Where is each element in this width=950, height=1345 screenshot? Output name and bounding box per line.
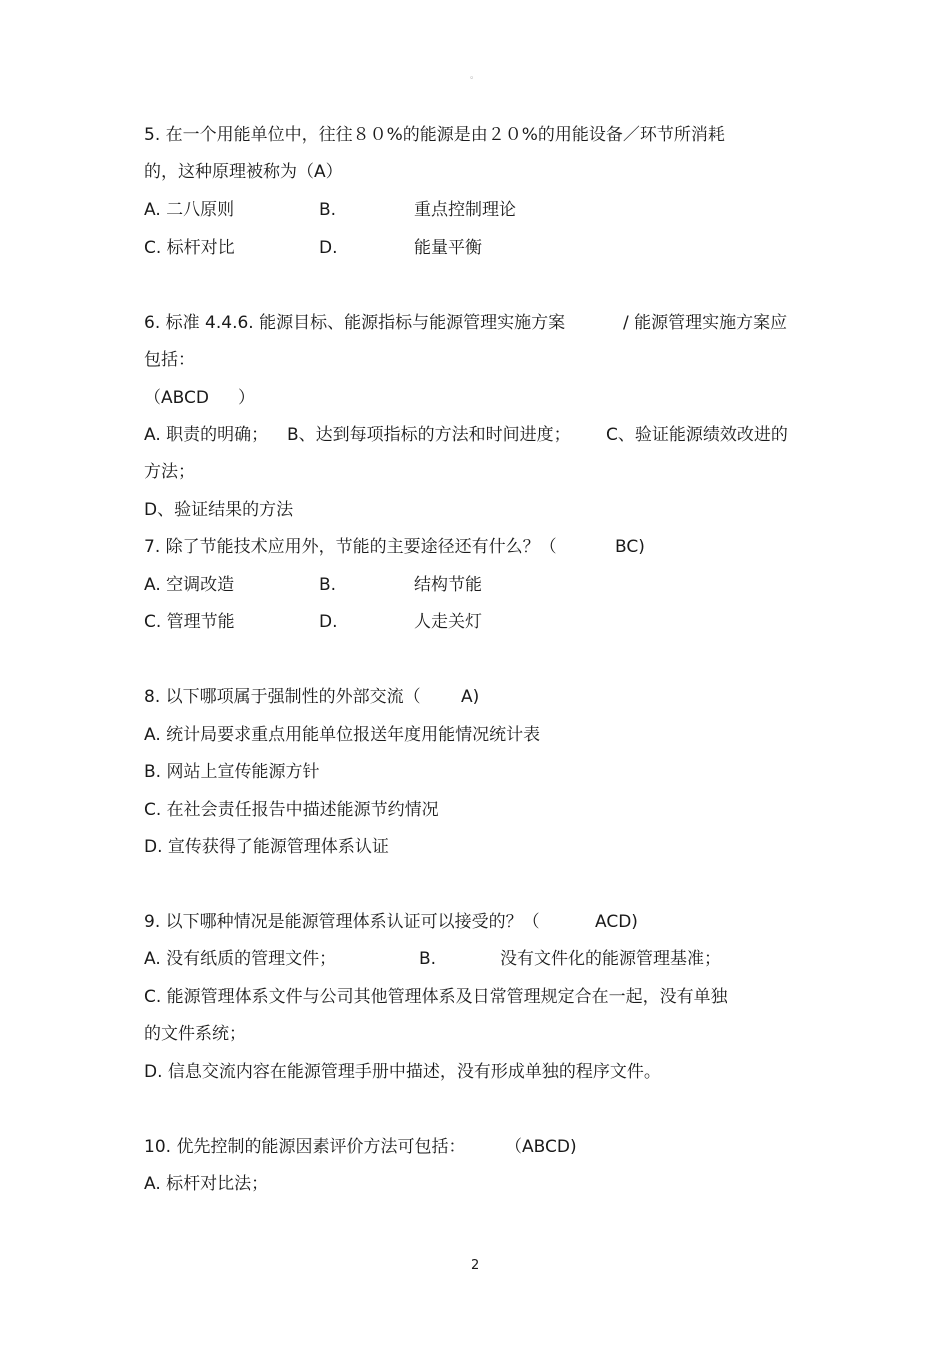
q8-option-d: D. 宣传获得了能源管理体系认证 [144,837,389,857]
q9-option-a: A. 没有纸质的管理文件； [144,949,337,969]
q10-line1: 10. 优先控制的能源因素评价方法可包括： [144,1137,466,1157]
q6-option-a: A. 职责的明确； [144,425,269,445]
q10-option-a: A. 标杆对比法； [144,1174,269,1194]
q6-answer-close: ） [238,388,255,408]
q9-option-b-text: 没有文件化的能源管理基准； [500,949,721,969]
q10-answer: （ABCD) [505,1137,577,1157]
page-number: 2 [471,1258,480,1273]
q8-option-a: A. 统计局要求重点用能单位报送年度用能情况统计表 [144,725,541,745]
q9-option-c-line2: 的文件系统； [144,1024,246,1044]
q8-option-b: B. 网站上宣传能源方针 [144,762,320,782]
q5-line2: 的，这种原理被称为（A） [144,162,343,182]
q7-option-c: C. 管理节能 [144,612,235,632]
q9-option-d: D. 信息交流内容在能源管理手册中描述，没有形成单独的程序文件。 [144,1062,661,1082]
header-mark: 。 [470,71,480,81]
q9-line1: 9. 以下哪种情况是能源管理体系认证可以接受的？（ [144,912,540,932]
q7-answer: BC) [615,537,645,557]
q6-line1: 6. 标准 4.4.6. 能源目标、能源指标与能源管理实施方案 [144,313,566,333]
q7-option-d-label: D. [319,612,338,632]
q8-line1: 8. 以下哪项属于强制性的外部交流（ [144,687,421,707]
q8-option-c: C. 在社会责任报告中描述能源节约情况 [144,800,439,820]
q6-line2: 包括： [144,350,195,370]
q7-line1: 7. 除了节能技术应用外，节能的主要途径还有什么？（ [144,537,557,557]
q5-option-d-text: 能量平衡 [414,238,482,258]
q5-line1: 5. 在一个用能单位中，往往８０%的能源是由２０%的用能设备／环节所消耗 [144,125,725,145]
q6-option-b: B、达到每项指标的方法和时间进度； [287,425,571,445]
q6-line1-cont: / 能源管理实施方案应 [623,313,788,333]
q6-option-d: D、验证结果的方法 [144,500,294,520]
q6-option-c: C、验证能源绩效改进的 [606,425,788,445]
q9-option-b-label: B. [419,949,437,969]
q5-option-c: C. 标杆对比 [144,238,235,258]
q6-answer-open: （ABCD [144,388,209,408]
q7-option-b-label: B. [319,575,337,595]
q8-answer: A) [461,687,480,707]
q6-line-cont: 方法； [144,462,195,482]
q5-option-a: A. 二八原则 [144,200,235,220]
q9-option-c-line1: C. 能源管理体系文件与公司其他管理体系及日常管理规定合在一起，没有单独 [144,987,728,1007]
q7-option-a: A. 空调改造 [144,575,235,595]
q5-option-b-text: 重点控制理论 [414,200,516,220]
q9-answer: ACD) [595,912,638,932]
q5-option-b-label: B. [319,200,337,220]
q5-option-d-label: D. [319,238,338,258]
q7-option-d-text: 人走关灯 [414,612,482,632]
q7-option-b-text: 结构节能 [414,575,482,595]
